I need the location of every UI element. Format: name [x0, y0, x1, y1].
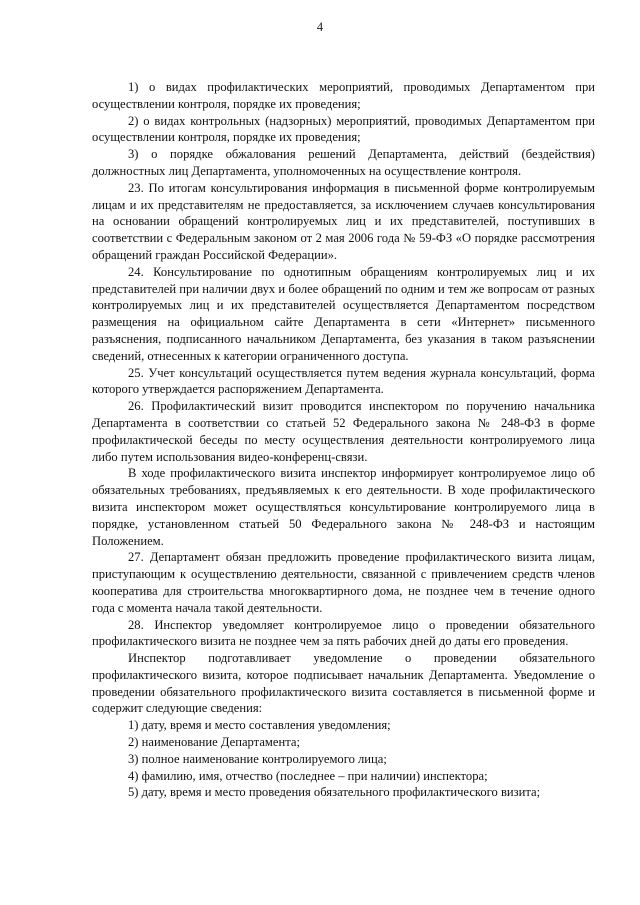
list-item-2: 2) наименование Департамента;	[128, 735, 300, 750]
paragraph-26-continued: В ходе профилактического визита инспектор информирует контролируемое лицо об обязательных требованиях, предъявляемых к его деятельности. В ходе профилактического визита инспектором может осуществляться консультирование контролируемого лица в порядке, установленном статьей 50 Федерального закона № 248-ФЗ и настоящим Положением.	[92, 466, 595, 548]
document-body	[92, 79, 595, 801]
page-number: 4	[316, 20, 324, 34]
list-item-5: 5) дату, время и место проведения обязательного профилактического визита;	[128, 785, 541, 800]
paragraph-23: 23. По итогам консультирования информация в письменной форме контролируемым лицам и их представителям не предоставляется, за исключением случаев консультирования на основании обращений контролируемых лиц и их представителей, поступивших в соответствии с Федеральным законом от 2 мая 2006 года № 59-ФЗ «О порядке рассмотрения обращений граждан Российской Федерации».	[92, 180, 595, 262]
paragraph-26: 26. Профилактический визит проводится инспектором по поручению начальника Департамента в соответствии со статьей 52 Федерального закона № 248-ФЗ в форме профилактической беседы по месту осуществления деятельности контролируемого лица либо путем использования видео-конференц-связи.	[92, 399, 595, 464]
list-item-3: 3) полное наименование контролируемого лица;	[128, 751, 387, 766]
paragraph-item-2: 2) о видах контрольных (надзорных) мероприятий, проводимых Департаментом при осуществлении контроля, порядке их проведения;	[92, 113, 595, 145]
paragraph-28-continued: Инспектор подготавливает уведомление о проведении обязательного профилактического визита, которое подписывает начальник Департамента. Уведомление о проведении обязательного профилактического визита составляется в письменной форме и содержит следующие сведения:	[92, 651, 595, 716]
list-item-1: 1) дату, время и место составления уведомления;	[128, 718, 391, 733]
paragraph-24: 24. Консультирование по однотипным обращениям контролируемых лиц и их представителей при наличии двух и более обращений по одним и тем же вопросам от разных контролируемых лиц и их представителей осуществляется Департаментом посредством размещения на официальном сайте Департамента в сети «Интернет» письменного разъяснения, подписанного начальником Департамента, без указания в таком разъяснении сведений, отнесенных к категории ограниченного доступа.	[92, 264, 595, 363]
paragraph-27: 27. Департамент обязан предложить проведение профилактического визита лицам, приступающим к осуществлению деятельности, связанной с привлечением средств членов кооператива для строительства многоквартирного дома, не позднее чем в течение одного года с момента начала такой деятельности.	[92, 550, 595, 615]
list-item-4: 4) фамилию, имя, отчество (последнее – при наличии) инспектора;	[128, 768, 488, 783]
paragraph-item-1: 1) о видах профилактических мероприятий, проводимых Департаментом при осуществлении контроля, порядке их проведения;	[92, 80, 595, 111]
paragraph-28: 28. Инспектор уведомляет контролируемое лицо о проведении обязательного профилактического визита не позднее чем за пять рабочих дней до даты его проведения.	[92, 617, 595, 649]
paragraph-item-3: 3) о порядке обжалования решений Департамента, действий (бездействия) должностных лиц Департамента, уполномоченных на осуществление контроля.	[92, 147, 595, 178]
paragraph-25: 25. Учет консультаций осуществляется путем ведения журнала консультаций, форма которого утверждается распоряжением Департамента.	[92, 365, 595, 397]
